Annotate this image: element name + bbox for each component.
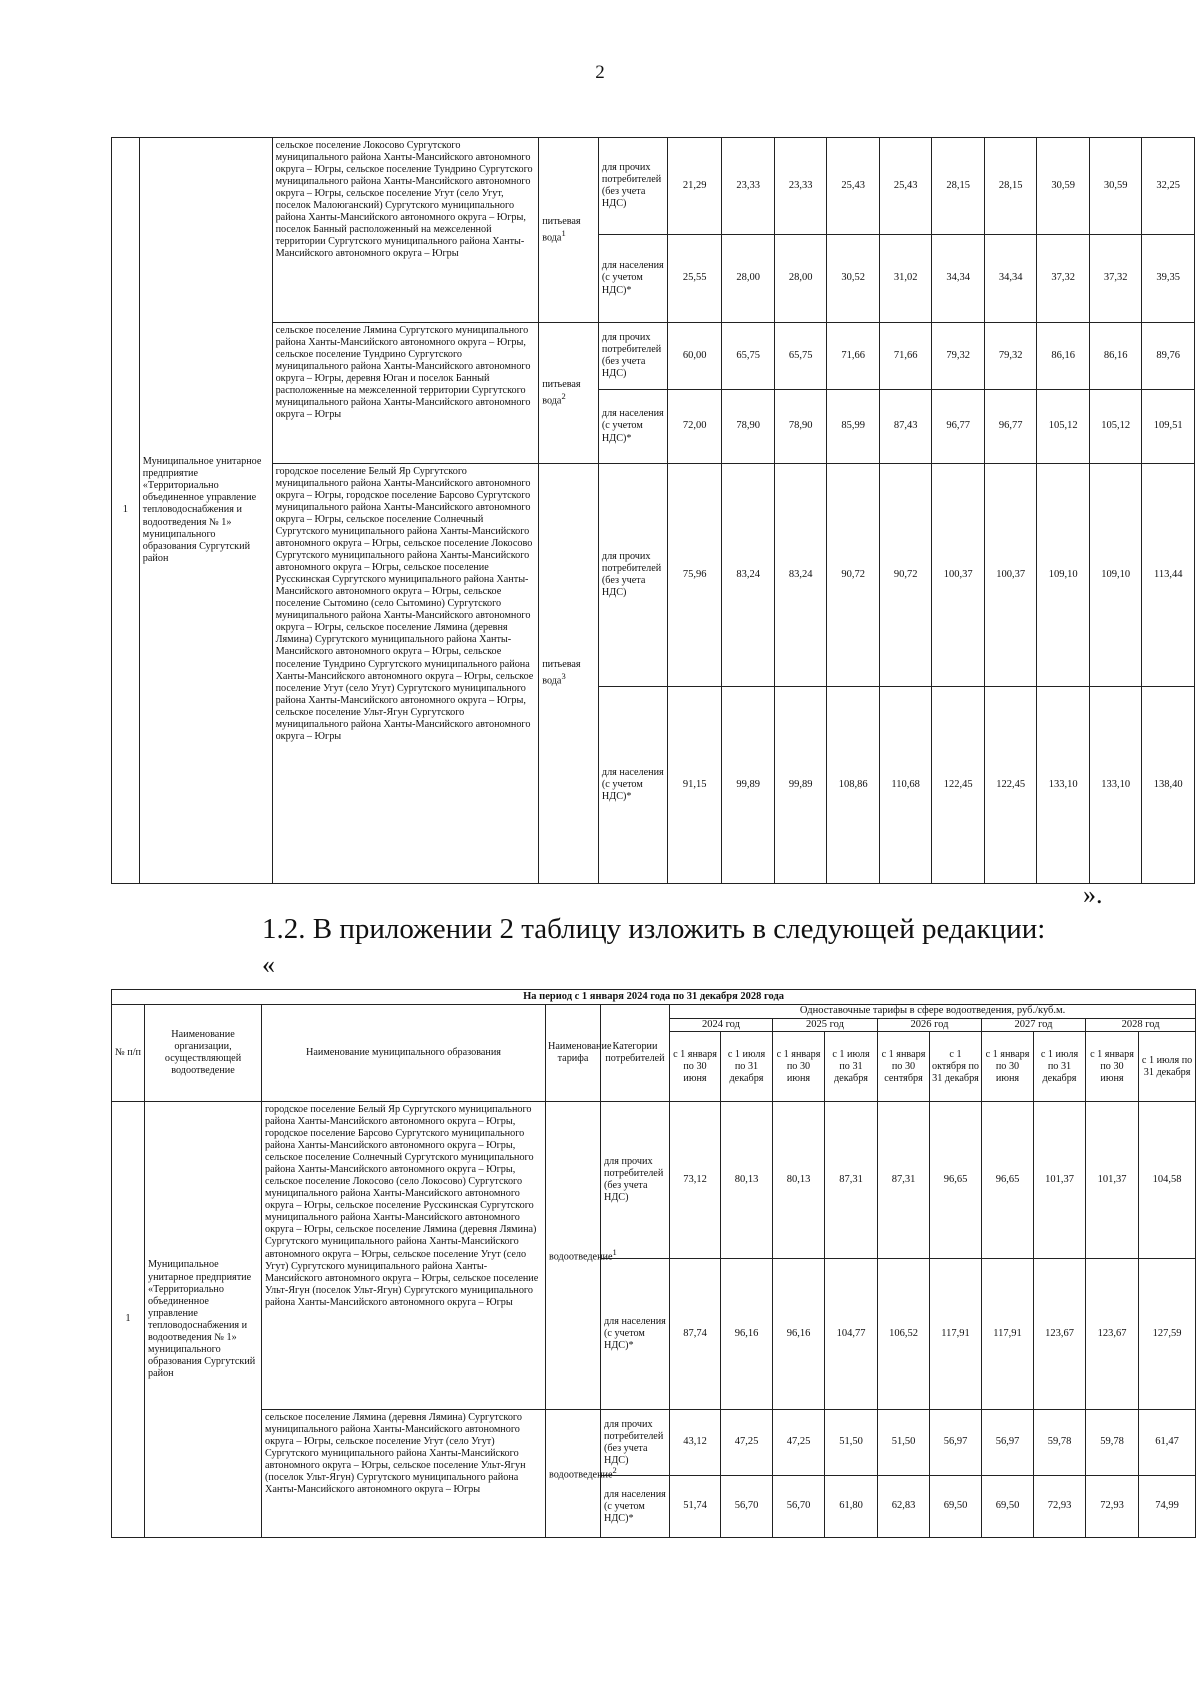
tariff-value: 25,43 bbox=[827, 138, 880, 235]
tariff-value: 104,58 bbox=[1139, 1102, 1196, 1259]
tariff-value: 123,67 bbox=[1034, 1259, 1086, 1410]
header-period: с 1 июля по 31 декабря bbox=[825, 1032, 878, 1102]
organization-name: Муниципальное унитарное предприятие «Территориально объединенное управление тепловодоснабжения и водоотведения № 1» муниципального образования Сургутский район bbox=[139, 138, 272, 884]
tariff-value: 96,65 bbox=[982, 1102, 1034, 1259]
tariff-value: 108,86 bbox=[827, 687, 880, 884]
tariff-value: 96,77 bbox=[932, 390, 985, 464]
header-tariff-group: Одноставочные тарифы в сфере водоотведения, руб./куб.м. bbox=[670, 1005, 1196, 1018]
tariff-value: 87,31 bbox=[878, 1102, 930, 1259]
row-number: 1 bbox=[112, 1102, 145, 1538]
tariff-value: 86,16 bbox=[1037, 323, 1090, 390]
category-population: для населения (с учетом НДС)* bbox=[598, 687, 667, 884]
tariff-value: 100,37 bbox=[984, 464, 1037, 687]
tariff-value: 101,37 bbox=[1034, 1102, 1086, 1259]
tariff-value: 75,96 bbox=[667, 464, 722, 687]
tariff-value: 105,12 bbox=[1037, 390, 1090, 464]
tariff-value: 133,10 bbox=[1089, 687, 1142, 884]
tariff-value: 65,75 bbox=[774, 323, 827, 390]
municipality-cell: городское поселение Белый Яр Сургутского муниципального района Ханты-Мансийского автономного округа – Югры, городское поселение Барсово Сургутского муниципального района Ханты-Мансийского автономного округа – Югры, сельское поселение Солнечный Сургутского муниципального района Ханты-Мансийского автономного округа – Югры, сельское поселение Локосово (село Локосово) Сургутского муниципального района Ханты-Мансийского автономного округа – Югры, сельское поселение Русскинская Сургутского муниципального района Ханты-Мансийского автономного округа – Югры, сельское поселение Лямина (деревня Лямина) Сургутского муниципального района Ханты-Мансийского автономного округа – Югры, сельское поселение Угут (село Угут) Сургутского муниципального района Ханты-Мансийского автономного округа – Югры, сельское поселение Ульт-Ягун (поселок Ульт-Ягун) Сургутского муниципального района Ханты-Мансийского автономного округа – Югры bbox=[262, 1102, 546, 1410]
tariff-value: 117,91 bbox=[982, 1259, 1034, 1410]
tariff-value: 71,66 bbox=[827, 323, 880, 390]
tariff-value: 61,47 bbox=[1139, 1410, 1196, 1476]
tariff-value: 56,97 bbox=[930, 1410, 982, 1476]
page-number: 2 bbox=[595, 62, 605, 83]
tariff-value: 51,50 bbox=[825, 1410, 878, 1476]
tariff-value: 43,12 bbox=[670, 1410, 721, 1476]
tariff-value: 69,50 bbox=[982, 1476, 1034, 1538]
header-year: 2027 год bbox=[982, 1018, 1086, 1031]
tariff-value: 99,89 bbox=[774, 687, 827, 884]
tariff-value: 28,15 bbox=[932, 138, 985, 235]
drinking-water-tariff-table bbox=[111, 137, 1195, 884]
header-number: № п/п bbox=[112, 1005, 145, 1102]
tariff-value: 37,32 bbox=[1037, 235, 1090, 323]
tariff-name: водоотведение$^2$ bbox=[546, 1410, 601, 1538]
tariff-value: 56,70 bbox=[721, 1476, 773, 1538]
municipality-cell: сельское поселение Лямина Сургутского муниципального района Ханты-Мансийского автономного округа – Югры, сельское поселение Тундрино Сургутского муниципального района Ханты-Мансийского автономного округа – Югры, деревня Юган и поселок Банный расположенные на межселенной территории Сургутского муниципального района Ханты-Мансийского автономного округа – Югры bbox=[272, 323, 539, 464]
header-year: 2025 год bbox=[773, 1018, 878, 1031]
tariff-value: 83,24 bbox=[722, 464, 775, 687]
header-period: с 1 октября по 31 декабря bbox=[930, 1032, 982, 1102]
tariff-value: 65,75 bbox=[722, 323, 775, 390]
tariff-value: 23,33 bbox=[774, 138, 827, 235]
tariff-value: 60,00 bbox=[667, 323, 722, 390]
tariff-value: 47,25 bbox=[721, 1410, 773, 1476]
tariff-value: 72,93 bbox=[1086, 1476, 1139, 1538]
tariff-value: 56,97 bbox=[982, 1410, 1034, 1476]
tariff-name: водоотведение$^1$ bbox=[546, 1102, 601, 1410]
section-heading: 1.2. В приложении 2 таблицу изложить в следующей редакции: bbox=[262, 913, 1046, 945]
header-period: с 1 июля по 31 декабря bbox=[1034, 1032, 1086, 1102]
header-period: с 1 января по 30 июня bbox=[982, 1032, 1034, 1102]
tariff-value: 122,45 bbox=[984, 687, 1037, 884]
tariff-name: питьевая вода$^3$ bbox=[539, 464, 599, 884]
tariff-value: 23,33 bbox=[722, 138, 775, 235]
tariff-value: 104,77 bbox=[825, 1259, 878, 1410]
tariff-value: 133,10 bbox=[1037, 687, 1090, 884]
tariff-value: 89,76 bbox=[1142, 323, 1195, 390]
tariff-value: 25,55 bbox=[667, 235, 722, 323]
tariff-value: 87,74 bbox=[670, 1259, 721, 1410]
header-year: 2024 год bbox=[670, 1018, 773, 1031]
tariff-value: 80,13 bbox=[773, 1102, 825, 1259]
period-header: На период с 1 января 2024 года по 31 декабря 2028 года bbox=[112, 990, 1196, 1005]
header-period: с 1 января по 30 сентября bbox=[878, 1032, 930, 1102]
tariff-value: 110,68 bbox=[879, 687, 932, 884]
category-other: для прочих потребителей (без учета НДС) bbox=[598, 464, 667, 687]
tariff-value: 85,99 bbox=[827, 390, 880, 464]
tariff-value: 96,16 bbox=[773, 1259, 825, 1410]
header-year: 2028 год bbox=[1086, 1018, 1196, 1031]
tariff-value: 109,10 bbox=[1037, 464, 1090, 687]
category-other: для прочих потребителей (без учета НДС) bbox=[598, 138, 667, 235]
tariff-value: 80,13 bbox=[721, 1102, 773, 1259]
category-population: для населения (с учетом НДС)* bbox=[598, 235, 667, 323]
municipality-cell: городское поселение Белый Яр Сургутского муниципального района Ханты-Мансийского автономного округа – Югры, городское поселение Барсово Сургутского муниципального района Ханты-Мансийского автономного округа – Югры, сельское поселение Солнечный Сургутского муниципального района Ханты-Мансийского автономного округа – Югры, сельское поселение Локосово Сургутского муниципального района Ханты-Мансийского автономного округа – Югры, сельское поселение Русскинская Сургутского муниципального района Ханты-Мансийского автономного округа – Югры, сельское поселение Сытомино (село Сытомино) Сургутского муниципального района Ханты-Мансийского автономного округа – Югры, сельское поселение Лямина (деревня Лямина) Сургутского муниципального района Ханты-Мансийского автономного округа – Югры, сельское поселение Тундрино Сургутского муниципального района Ханты-Мансийского автономного округа – Югры, сельское поселение Угут (село Угут) Сургутского муниципального района Ханты-Мансийского автономного округа – Югры, сельское поселение Ульт-Ягун Сургутского муниципального района Ханты-Мансийского автономного округа – Югры bbox=[272, 464, 539, 884]
tariff-value: 79,32 bbox=[932, 323, 985, 390]
header-period: с 1 января по 30 июня bbox=[773, 1032, 825, 1102]
tariff-value: 78,90 bbox=[722, 390, 775, 464]
tariff-value: 25,43 bbox=[879, 138, 932, 235]
tariff-value: 30,59 bbox=[1089, 138, 1142, 235]
tariff-value: 47,25 bbox=[773, 1410, 825, 1476]
category-population: для населения (с учетом НДС)* bbox=[601, 1476, 670, 1538]
tariff-value: 87,31 bbox=[825, 1102, 878, 1259]
tariff-value: 73,12 bbox=[670, 1102, 721, 1259]
tariff-value: 96,77 bbox=[984, 390, 1037, 464]
tariff-value: 28,00 bbox=[774, 235, 827, 323]
tariff-value: 123,67 bbox=[1086, 1259, 1139, 1410]
wastewater-tariff-table bbox=[111, 989, 1196, 1538]
tariff-value: 74,99 bbox=[1139, 1476, 1196, 1538]
category-population: для населения (с учетом НДС)* bbox=[598, 390, 667, 464]
tariff-value: 21,29 bbox=[667, 138, 722, 235]
tariff-value: 72,00 bbox=[667, 390, 722, 464]
tariff-value: 59,78 bbox=[1086, 1410, 1139, 1476]
header-municipality: Наименование муниципального образования bbox=[262, 1005, 546, 1102]
category-other: для прочих потребителей (без учета НДС) bbox=[601, 1410, 670, 1476]
tariff-value: 28,15 bbox=[984, 138, 1037, 235]
tariff-value: 34,34 bbox=[932, 235, 985, 323]
tariff-value: 30,52 bbox=[827, 235, 880, 323]
opening-quote: « bbox=[262, 950, 275, 979]
tariff-value: 122,45 bbox=[932, 687, 985, 884]
tariff-name: питьевая вода$^2$ bbox=[539, 323, 599, 464]
tariff-value: 34,34 bbox=[984, 235, 1037, 323]
tariff-value: 96,65 bbox=[930, 1102, 982, 1259]
header-tariff: Наименование тарифа bbox=[546, 1005, 601, 1102]
tariff-value: 56,70 bbox=[773, 1476, 825, 1538]
tariff-value: 101,37 bbox=[1086, 1102, 1139, 1259]
tariff-value: 86,16 bbox=[1089, 323, 1142, 390]
organization-name: Муниципальное унитарное предприятие «Территориально объединенное управление тепловодоснабжения и водоотведения № 1» муниципального образования Сургутский район bbox=[145, 1102, 262, 1538]
tariff-value: 109,10 bbox=[1089, 464, 1142, 687]
closing-quote: ». bbox=[1083, 880, 1103, 909]
tariff-value: 96,16 bbox=[721, 1259, 773, 1410]
tariff-value: 79,32 bbox=[984, 323, 1037, 390]
tariff-value: 109,51 bbox=[1142, 390, 1195, 464]
tariff-value: 87,43 bbox=[879, 390, 932, 464]
tariff-value: 62,83 bbox=[878, 1476, 930, 1538]
tariff-value: 113,44 bbox=[1142, 464, 1195, 687]
tariff-value: 30,59 bbox=[1037, 138, 1090, 235]
municipality-cell: сельское поселение Локосово Сургутского муниципального района Ханты-Мансийского автономного округа – Югры, сельское поселение Тундрино Сургутского муниципального района Ханты-Мансийского автономного округа – Югры, сельское поселение Угут (село Угут, поселок Малоюганский) Сургутского муниципального района Ханты-Мансийского автономного округа – Югры, поселок Банный расположенный на межселенной территории Сургутского муниципального района Ханты-Мансийского автономного округа – Югры bbox=[272, 138, 539, 323]
tariff-value: 99,89 bbox=[722, 687, 775, 884]
tariff-value: 90,72 bbox=[827, 464, 880, 687]
tariff-name: питьевая вода$^1$ bbox=[539, 138, 599, 323]
tariff-value: 83,24 bbox=[774, 464, 827, 687]
tariff-value: 37,32 bbox=[1089, 235, 1142, 323]
header-organization: Наименование организации, осуществляющей водоотведение bbox=[145, 1005, 262, 1102]
header-year: 2026 год bbox=[878, 1018, 982, 1031]
category-other: для прочих потребителей (без учета НДС) bbox=[601, 1102, 670, 1259]
tariff-value: 127,59 bbox=[1139, 1259, 1196, 1410]
tariff-value: 59,78 bbox=[1034, 1410, 1086, 1476]
tariff-value: 78,90 bbox=[774, 390, 827, 464]
tariff-value: 51,50 bbox=[878, 1410, 930, 1476]
category-other: для прочих потребителей (без учета НДС) bbox=[598, 323, 667, 390]
tariff-value: 100,37 bbox=[932, 464, 985, 687]
tariff-value: 106,52 bbox=[878, 1259, 930, 1410]
tariff-value: 71,66 bbox=[879, 323, 932, 390]
tariff-value: 90,72 bbox=[879, 464, 932, 687]
header-period: с 1 июля по 31 декабря bbox=[1139, 1032, 1196, 1102]
tariff-value: 69,50 bbox=[930, 1476, 982, 1538]
header-period: с 1 января по 30 июня bbox=[1086, 1032, 1139, 1102]
header-period: с 1 июля по 31 декабря bbox=[721, 1032, 773, 1102]
tariff-value: 28,00 bbox=[722, 235, 775, 323]
tariff-value: 138,40 bbox=[1142, 687, 1195, 884]
tariff-value: 105,12 bbox=[1089, 390, 1142, 464]
row-number: 1 bbox=[112, 138, 140, 884]
tariff-value: 31,02 bbox=[879, 235, 932, 323]
header-category: Категории потребителей bbox=[601, 1005, 670, 1102]
tariff-value: 91,15 bbox=[667, 687, 722, 884]
tariff-value: 117,91 bbox=[930, 1259, 982, 1410]
tariff-value: 61,80 bbox=[825, 1476, 878, 1538]
header-period: с 1 января по 30 июня bbox=[670, 1032, 721, 1102]
tariff-value: 32,25 bbox=[1142, 138, 1195, 235]
tariff-value: 72,93 bbox=[1034, 1476, 1086, 1538]
category-population: для населения (с учетом НДС)* bbox=[601, 1259, 670, 1410]
tariff-value: 51,74 bbox=[670, 1476, 721, 1538]
tariff-value: 39,35 bbox=[1142, 235, 1195, 323]
municipality-cell: сельское поселение Лямина (деревня Лямина) Сургутского муниципального района Ханты-Мансийского автономного округа – Югры, сельское поселение Угут (село Угут) Сургутского муниципального района Ханты-Мансийского автономного округа – Югры, сельское поселение Ульт-Ягун (поселок Ульт-Ягун) Сургутского муниципального района Ханты-Мансийского автономного округа – Югры bbox=[262, 1410, 546, 1538]
